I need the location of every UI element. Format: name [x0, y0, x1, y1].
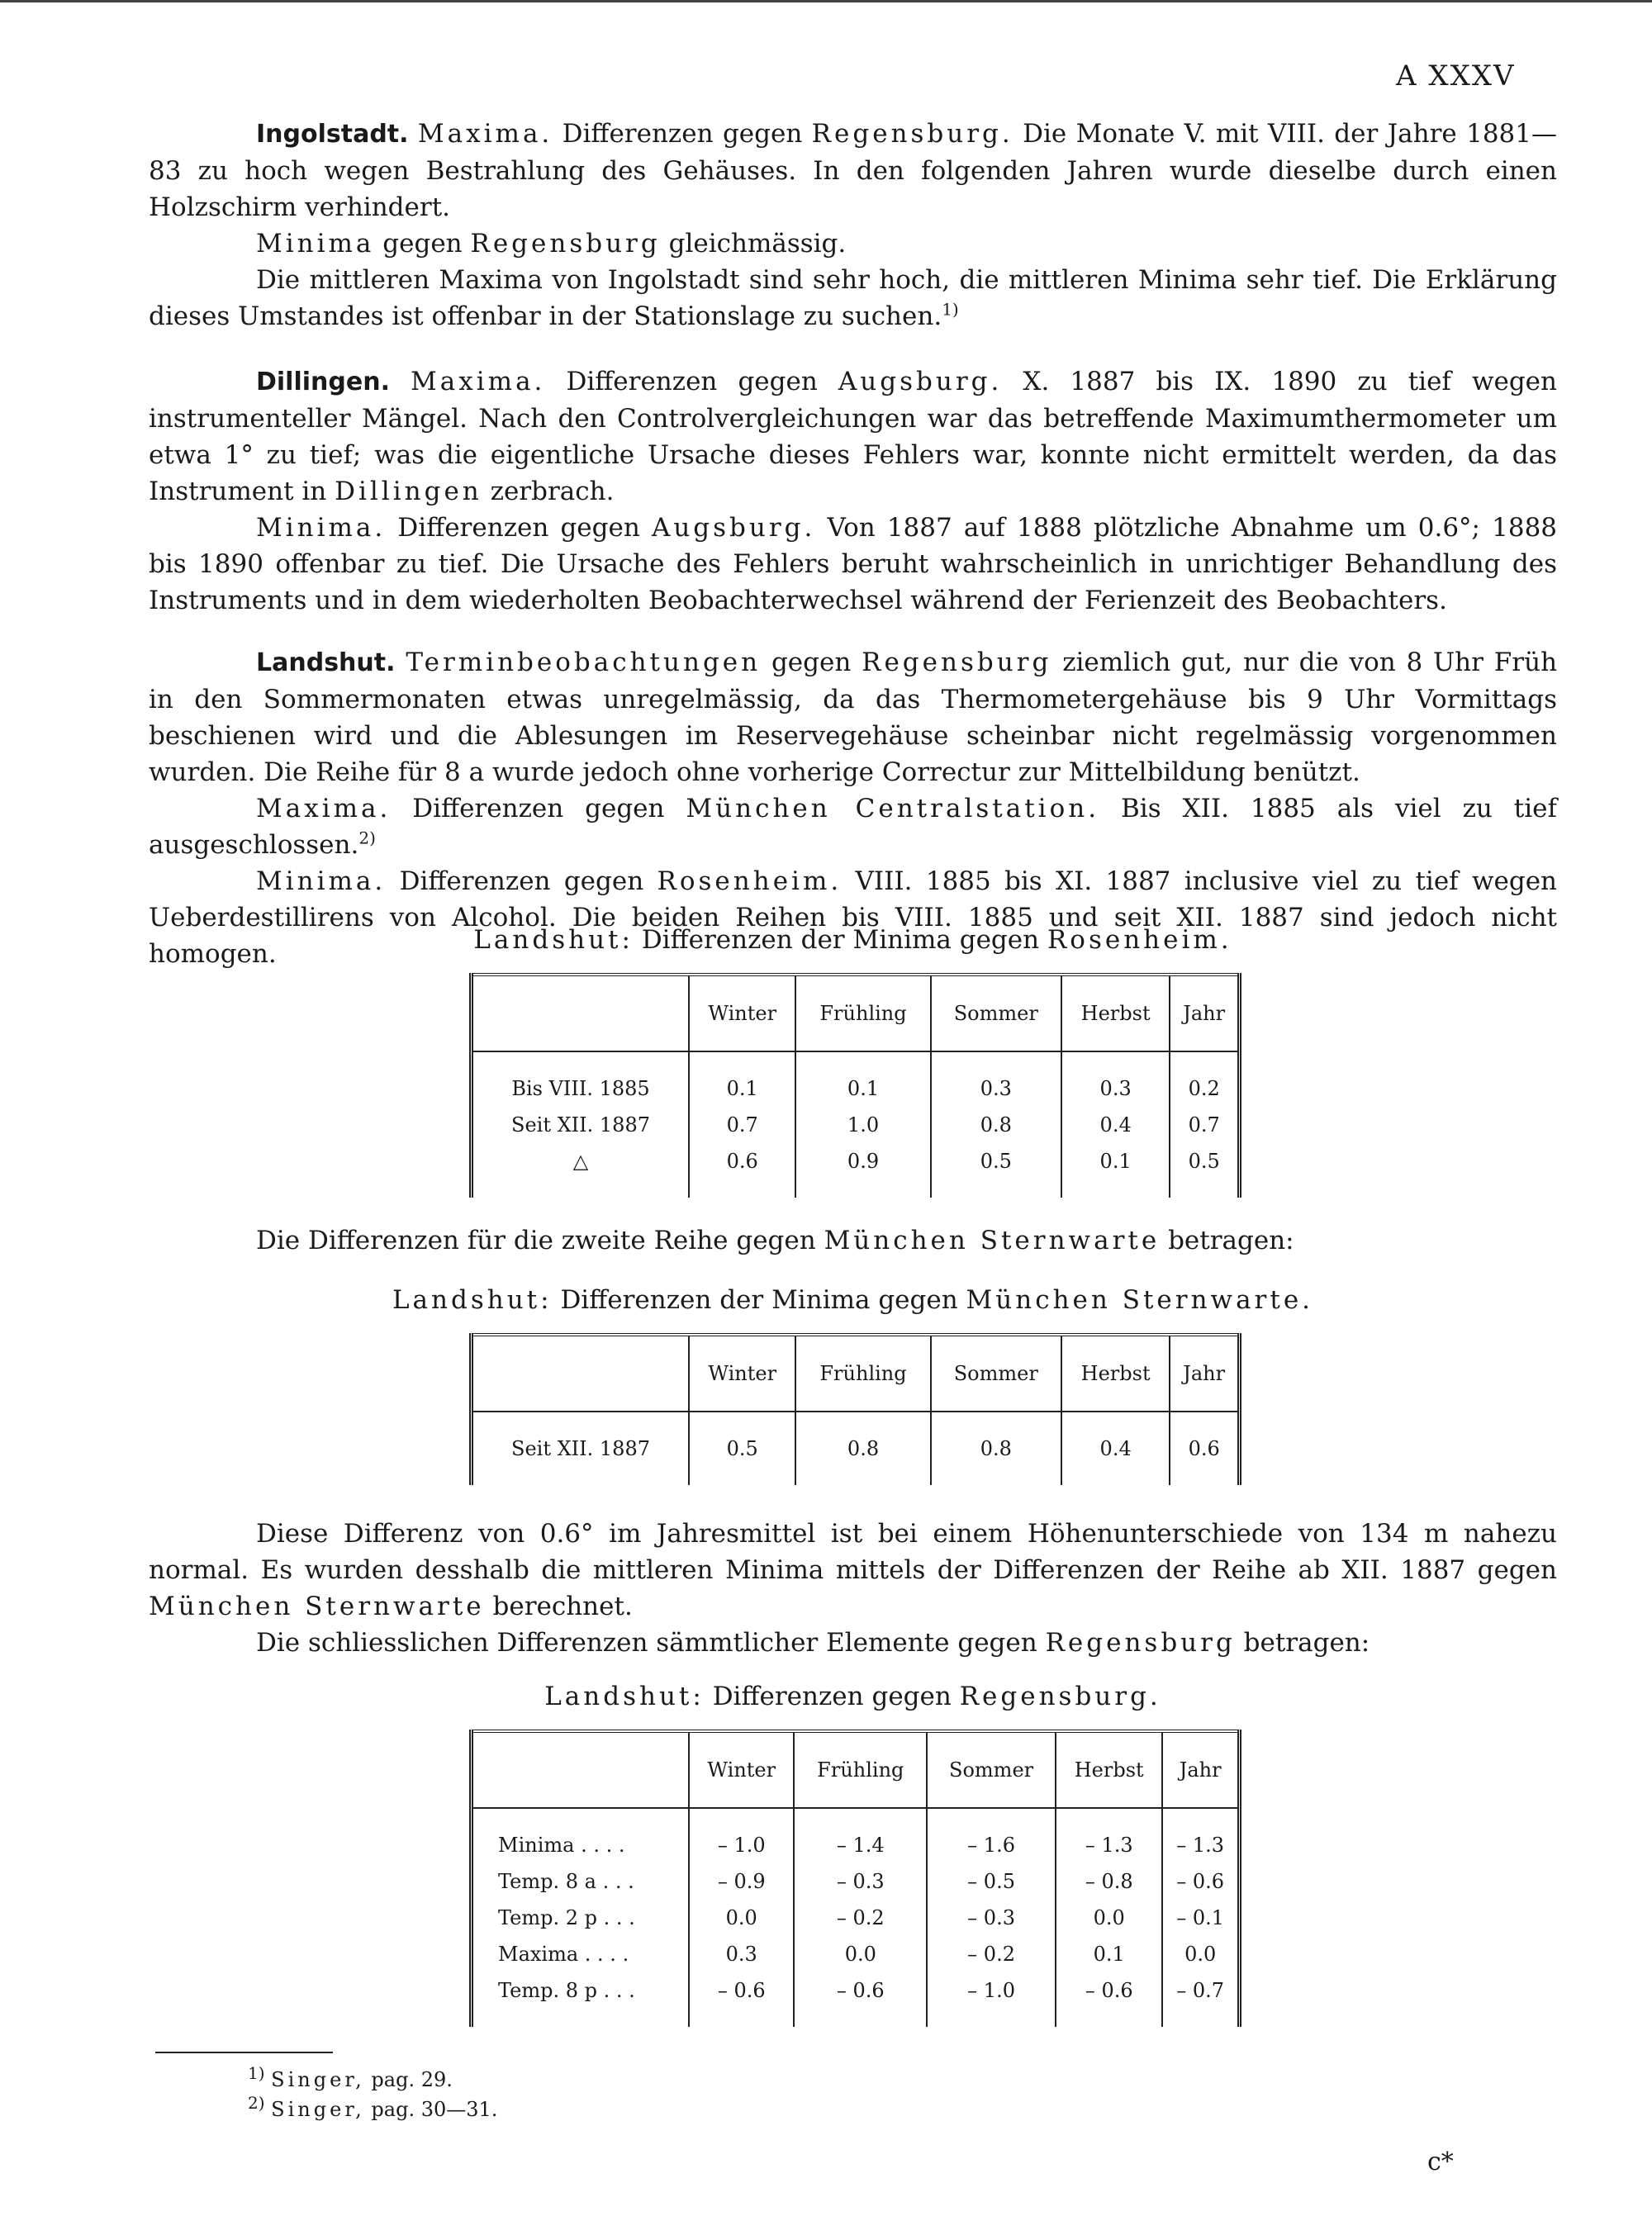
top-rule [0, 0, 1652, 2]
table-cell: – 0.2 [794, 1900, 927, 1936]
table-cell: 0.5 [689, 1431, 795, 1467]
table-row [472, 1863, 1240, 1900]
table-cell: 0.1 [689, 1070, 795, 1107]
table-cell: 0.7 [1170, 1107, 1239, 1143]
paragraph: Minima. Differenzen gegen Augsburg. Von 1887 auf 1888 plötzliche Abnahme um 0.6°; 1888 bis 1890 offenbar zu tief. Die Ursache des Fehlers beruht wahrscheinlich in unrichtiger Behandlung des Instruments und in dem wiederholten Beobachterwechsel während der Ferienzeit des Beobachters. [149, 513, 1558, 615]
table-cell: 0.8 [795, 1431, 930, 1467]
table-row [472, 1936, 1240, 1972]
table-cell: 0.7 [689, 1107, 795, 1143]
footnote-rule [155, 2052, 333, 2053]
table-cell: 1.0 [795, 1107, 930, 1143]
column-header: Herbst [1061, 1335, 1170, 1412]
section-dillingen [149, 363, 1557, 619]
table-title: Landshut: Differenzen der Minima gegen Rosenheim. [473, 925, 1232, 955]
paragraph: Die Differenzen für die zweite Reihe gegen München Sternwarte betragen: [256, 1226, 1294, 1255]
table-cell: 0.0 [794, 1936, 927, 1972]
paragraph: Die mittleren Maxima von Ingolstadt sind sehr hoch, die mittleren Minima sehr tief. Die Erklärung dieses Umstandes ist offenbar in der Stationslage zu suchen.$^{1)}$ [149, 265, 1557, 331]
table-title: Landshut: Differenzen der Minima gegen München Sternwarte. [392, 1285, 1314, 1315]
section-ingolstadt [149, 116, 1557, 335]
paragraph: Ingolstadt. Maxima. Differenzen gegen Regensburg. Die Monate V. mit VIII. der Jahre 1881—83 zu hoch wegen Bestrahlung des Gehäuses. In den folgenden Jahren wurde dieselbe durch einen Holzschirm verhindert. [149, 119, 1557, 222]
column-header: Sommer [927, 1731, 1056, 1808]
paragraph: Diese Differenz von 0.6° im Jahresmittel ist bei einem Höhenunterschiede von 134 m nahezu normal. Es wurden desshalb die mittleren Minima mittels der Differenzen der Reihe ab XII. 1887 gegen München Sternwarte berechnet. [149, 1519, 1557, 1621]
table-cell: – 1.4 [794, 1827, 927, 1863]
table-cell: 0.6 [689, 1143, 795, 1179]
row-label: Temp. 8 p . . . [498, 1979, 635, 2002]
table-cell: 0.2 [1170, 1070, 1239, 1107]
table-cell: 0.1 [1061, 1143, 1170, 1179]
table-row [472, 1900, 1240, 1936]
column-header-empty [472, 1335, 690, 1412]
column-header: Jahr [1170, 1335, 1239, 1412]
table-cell: 0.8 [931, 1431, 1061, 1467]
footnote-ref: 1) [942, 299, 959, 320]
table-cell: 0.0 [689, 1900, 794, 1936]
table-cell: – 1.0 [689, 1827, 794, 1863]
table-cell: 0.0 [1056, 1900, 1162, 1936]
footnote-ref: 2) [358, 828, 376, 848]
table-row [472, 1070, 1240, 1107]
paragraph: Minima. Differenzen gegen Rosenheim. VIII. 1885 bis XI. 1887 inclusive viel zu tief wegen Ueberdestillirens von Alcohol. Die beiden Reihen bis VIII. 1885 und seit XII. 1887 sind jedoch nicht homogen. [149, 866, 1558, 969]
column-header: Winter [689, 1335, 795, 1412]
row-label: Minima . . . . [498, 1834, 625, 1857]
station-name: Landshut. [256, 648, 396, 677]
table-row [472, 1143, 1240, 1179]
table-cell: 0.8 [931, 1107, 1061, 1143]
column-header: Jahr [1162, 1731, 1239, 1808]
column-header: Frühling [794, 1731, 927, 1808]
column-header: Winter [689, 975, 795, 1051]
mid-text [149, 1222, 1557, 1259]
table-cell: – 0.8 [1056, 1863, 1162, 1900]
table-cell: 0.1 [1056, 1936, 1162, 1972]
paragraph: Dillingen. Maxima. Differenzen gegen Augsburg. X. 1887 bis IX. 1890 zu tief wegen instrumenteller Mängel. Nach den Controlvergleichungen war das betreffende Maximumthermometer um etwa 1° zu tief; was die eigentliche Ursache dieses Fehlers war, konnte nicht ermittelt werden, da das Instrument in Dillingen zerbrach. [149, 367, 1557, 506]
table-header-row [472, 1731, 1240, 1808]
column-header: Winter [689, 1731, 794, 1808]
row-label-delta: △ [572, 1150, 589, 1173]
table-row [472, 1107, 1240, 1143]
table-cell: 0.5 [931, 1143, 1061, 1179]
table-minima-munchen [469, 1333, 1241, 1485]
table-cell: – 0.9 [689, 1863, 794, 1900]
paragraph: Die schliesslichen Differenzen sämmtlicher Elemente gegen Regensburg betragen: [256, 1628, 1370, 1658]
table-header-row [472, 1335, 1240, 1412]
paragraph: Landshut. Terminbeobachtungen gegen Regensburg ziemlich gut, nur die von 8 Uhr Früh in den Sommermonaten etwas unregelmässig, da das Thermometergehäuse bis 9 Uhr Vormittags beschienen wird und die Ablesungen im Reservegehäuse scheinbar nicht regelmässig vorgenommen wurden. Die Reihe für 8 a wurde jedoch ohne vorherige Correctur zur Mittelbildung benützt. [149, 648, 1558, 787]
column-header: Jahr [1170, 975, 1239, 1051]
paragraph: Maxima. Differenzen gegen München Centralstation. Bis XII. 1885 als viel zu tief ausgeschlossen.$^{2)}$ [149, 794, 1557, 860]
footnotes [248, 2065, 497, 2124]
table-row [472, 1827, 1240, 1863]
table-cell: – 0.5 [927, 1863, 1056, 1900]
table-title: Landshut: Differenzen gegen Regensburg. [544, 1682, 1161, 1711]
table-cell: – 0.6 [794, 1972, 927, 2009]
table-cell: 0.4 [1061, 1431, 1170, 1467]
table-cell: 0.3 [1061, 1070, 1170, 1107]
row-label: Maxima . . . . [498, 1943, 629, 1966]
column-header-empty [472, 975, 690, 1051]
table-cell: – 1.3 [1162, 1827, 1239, 1863]
footnote: $^{1)}$ Singer, pag. 29. [248, 2063, 453, 2091]
footnote: $^{2)}$ Singer, pag. 30—31. [248, 2093, 498, 2121]
row-label: Seit XII. 1887 [511, 1113, 650, 1136]
column-header-empty [472, 1731, 690, 1808]
table-cell: 0.0 [1162, 1936, 1239, 1972]
paragraph: Minima gegen Regensburg gleichmässig. [256, 229, 847, 259]
table-cell: 0.3 [689, 1936, 794, 1972]
table-header-row [472, 975, 1240, 1051]
table-row [472, 1972, 1240, 2009]
column-header: Sommer [931, 1335, 1061, 1412]
table-differences-regensburg [469, 1730, 1241, 2027]
page-number: A XXXV [1396, 59, 1516, 93]
table-cell: – 0.6 [1162, 1863, 1239, 1900]
table-cell: – 0.3 [794, 1863, 927, 1900]
column-header: Herbst [1061, 975, 1170, 1051]
table-cell: 0.4 [1061, 1107, 1170, 1143]
table-cell: – 1.6 [927, 1827, 1056, 1863]
table-cell: 0.3 [931, 1070, 1061, 1107]
table-cell: – 0.7 [1162, 1972, 1239, 2009]
table-cell: – 0.3 [927, 1900, 1056, 1936]
section-landshut [149, 644, 1557, 972]
table-cell: – 1.0 [927, 1972, 1056, 2009]
after-text [149, 1516, 1557, 1661]
table-cell: 0.5 [1170, 1143, 1239, 1179]
table-cell: 0.6 [1170, 1431, 1239, 1467]
column-header: Frühling [795, 975, 930, 1051]
signature-mark: c* [1427, 2147, 1454, 2176]
row-label: Bis VIII. 1885 [511, 1077, 650, 1100]
row-label: Seit XII. 1887 [511, 1437, 650, 1460]
table-row [472, 1431, 1240, 1467]
row-label: Temp. 8 a . . . [498, 1870, 634, 1893]
column-header: Sommer [931, 975, 1061, 1051]
table-cell: – 0.6 [1056, 1972, 1162, 2009]
column-header: Frühling [795, 1335, 930, 1412]
table-cell: – 1.3 [1056, 1827, 1162, 1863]
table-cell: 0.9 [795, 1143, 930, 1179]
station-name: Ingolstadt. [256, 120, 409, 149]
table-cell: – 0.6 [689, 1972, 794, 2009]
table-minima-rosenheim [469, 973, 1241, 1198]
table-cell: – 0.2 [927, 1936, 1056, 1972]
row-label: Temp. 2 p . . . [498, 1906, 635, 1929]
table-cell: 0.1 [795, 1070, 930, 1107]
column-header: Herbst [1056, 1731, 1162, 1808]
station-name: Dillingen. [256, 368, 390, 396]
table-cell: – 0.1 [1162, 1900, 1239, 1936]
